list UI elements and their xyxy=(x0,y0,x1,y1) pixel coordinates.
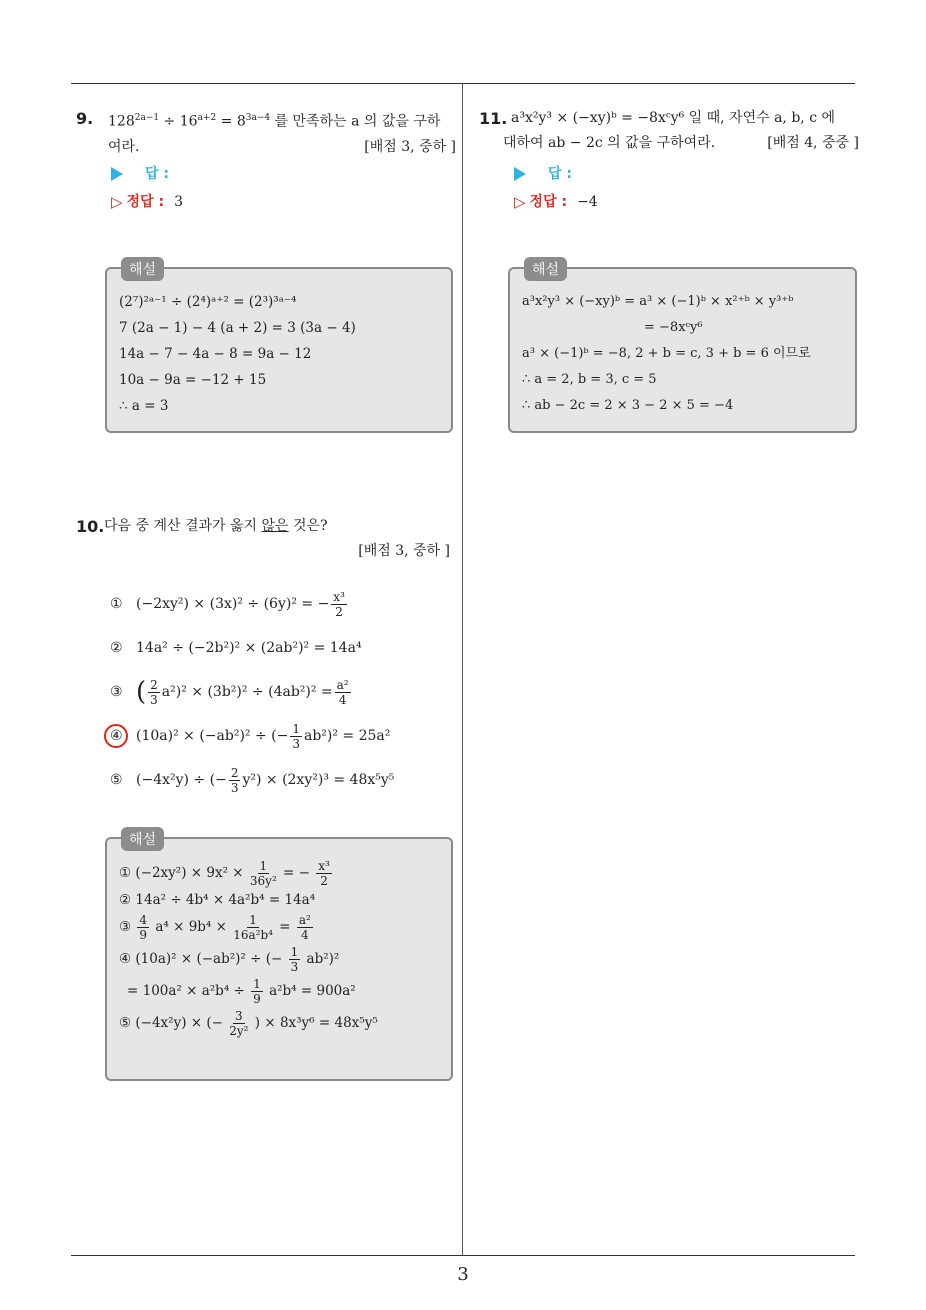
score-difficulty: [배점 4, 중중 ] xyxy=(767,135,859,151)
solution-tab: 해설 xyxy=(524,257,567,281)
solution-line: ⑤ (−4x²y) × (− $\frac{3}{\text{2y²}}$ ) × 8x³y⁶ = 48x⁵y⁵ xyxy=(119,1009,378,1038)
question-meta: 대하여 ab − 2c 의 값을 구하여라. [배점 4, 중중 ] xyxy=(503,131,859,156)
solution-box-10 xyxy=(105,832,453,1081)
underlined-word: 않은 xyxy=(261,518,289,534)
solution-line: (2⁷)²ᵃ⁻¹ ÷ (2⁴)ᵃ⁺² = (2³)³ᵃ⁻⁴ xyxy=(119,294,297,310)
solution-line: = −8xᶜy⁶ xyxy=(644,320,703,335)
score-difficulty: [배점 3, 중하 ] xyxy=(358,543,450,559)
choice-5[interactable]: ⑤ (−4x²y) ÷ (− $\frac{2}{3}$ y²) × (2xy²)³ = 48x⁵y⁵ xyxy=(110,765,395,795)
play-triangle-icon xyxy=(111,167,123,181)
solution-line: 10a − 9a = −12 + 15 xyxy=(119,372,267,388)
solution-line: 7 (2a − 1) − 4 (a + 2) = 3 (3a − 4) xyxy=(119,320,356,336)
answer-label: 답 : xyxy=(548,166,572,182)
solution-line: = 100a² × a²b⁴ ÷ $\frac{1}{9}$ a²b⁴ = 900a² xyxy=(127,977,356,1006)
outline-triangle-icon: ▷ xyxy=(514,193,526,211)
score-difficulty: [배점 3, 중하 ] xyxy=(364,138,456,155)
correct-label: 정답 : xyxy=(529,194,568,210)
column-divider xyxy=(462,84,463,1256)
top-rule xyxy=(71,83,855,84)
solution-line: ② 14a² ÷ 4b⁴ × 4a²b⁴ = 14a⁴ xyxy=(119,892,316,908)
question-meta: 여라. [배점 3, 중하 ] xyxy=(108,135,456,160)
correct-value: 3 xyxy=(174,194,183,210)
solution-line: ① (−2xy²) × 9x² × $\frac{1}{\text{36y²}}$ = − $\frac{\text{x³}}{2}$ xyxy=(119,859,330,888)
choices-list xyxy=(110,582,394,802)
solution-tab: 해설 xyxy=(121,257,164,281)
choice-3[interactable]: ③ ( $\frac{2}{3}$ a²)² × (3b²)² ÷ (4ab²)² = $\frac{\text{a²}}{4}$ xyxy=(110,677,349,707)
answer-block-11 xyxy=(514,160,598,216)
correct-label: 정답 : xyxy=(126,194,165,210)
page-number: 3 xyxy=(457,1264,469,1285)
question-number: 9. xyxy=(76,109,94,128)
solution-line: 14a − 7 − 4a − 8 = 9a − 12 xyxy=(119,346,312,362)
solution-line: ④ (10a)² × (−ab²)² ÷ (− $\frac{1}{3}$ ab²)² xyxy=(119,945,340,974)
correct-answer-line xyxy=(111,188,183,216)
solution-line: ∴ ab − 2c = 2 × 3 − 2 × 5 = −4 xyxy=(522,398,734,413)
question-9 xyxy=(76,106,456,160)
question-stem: $128^{2a-1} \div 16^{a+2} = 8^{3a-4}$ 를 만족하는 a 의 값을 구하 xyxy=(108,113,441,130)
choice-2[interactable]: ② 14a² ÷ (−2b²)² × (2ab²)² = 14a⁴ xyxy=(110,640,362,656)
question-number: 10. xyxy=(76,517,105,536)
solution-box-11 xyxy=(508,262,857,433)
correct-answer-line xyxy=(514,188,598,216)
bottom-rule xyxy=(71,1255,855,1256)
solution-tab: 해설 xyxy=(121,827,164,851)
play-triangle-icon xyxy=(514,167,526,181)
selected-answer-circle-icon xyxy=(104,724,128,748)
solution-line: ③ $\frac{4}{9}$ a⁴ × 9b⁴ × $\frac{1}{\text{16a²b⁴}}$ = $\frac{\text{a²}}{4}$ xyxy=(119,913,311,942)
solution-line: ∴ a = 2, b = 3, c = 5 xyxy=(522,372,657,387)
correct-value: −4 xyxy=(577,194,598,210)
choice-4[interactable]: ④ (10a)² × (−ab²)² ÷ (− $\frac{1}{3}$ ab²)² = 25a² xyxy=(110,714,394,758)
choice-1[interactable]: ① (−2xy²) × (3x)² ÷ (6y)² = − $\frac{\text{x³}}{2}$ xyxy=(110,589,345,619)
answer-line xyxy=(514,160,598,188)
outline-triangle-icon: ▷ xyxy=(111,193,123,211)
solution-line: ∴ a = 3 xyxy=(119,398,169,414)
question-stem: 다음 중 계산 결과가 옳지 않은 것은? xyxy=(104,518,328,534)
question-10 xyxy=(76,514,450,564)
answer-label: 답 : xyxy=(145,166,169,182)
solution-box-9 xyxy=(105,262,453,433)
question-number: 11. xyxy=(479,109,508,128)
solution-line: a³x²y³ × (−xy)ᵇ = a³ × (−1)ᵇ × x²⁺ᵇ × y³⁺ᵇ xyxy=(522,294,794,309)
answer-block-9 xyxy=(111,160,183,216)
question-11 xyxy=(479,106,859,156)
solution-line: a³ × (−1)ᵇ = −8, 2 + b = c, 3 + b = 6 이므로 xyxy=(522,346,811,361)
answer-line xyxy=(111,160,183,188)
question-stem: a³x²y³ × (−xy)ᵇ = −8xᶜy⁶ 일 때, 자연수 a, b, c 에 xyxy=(511,110,836,126)
